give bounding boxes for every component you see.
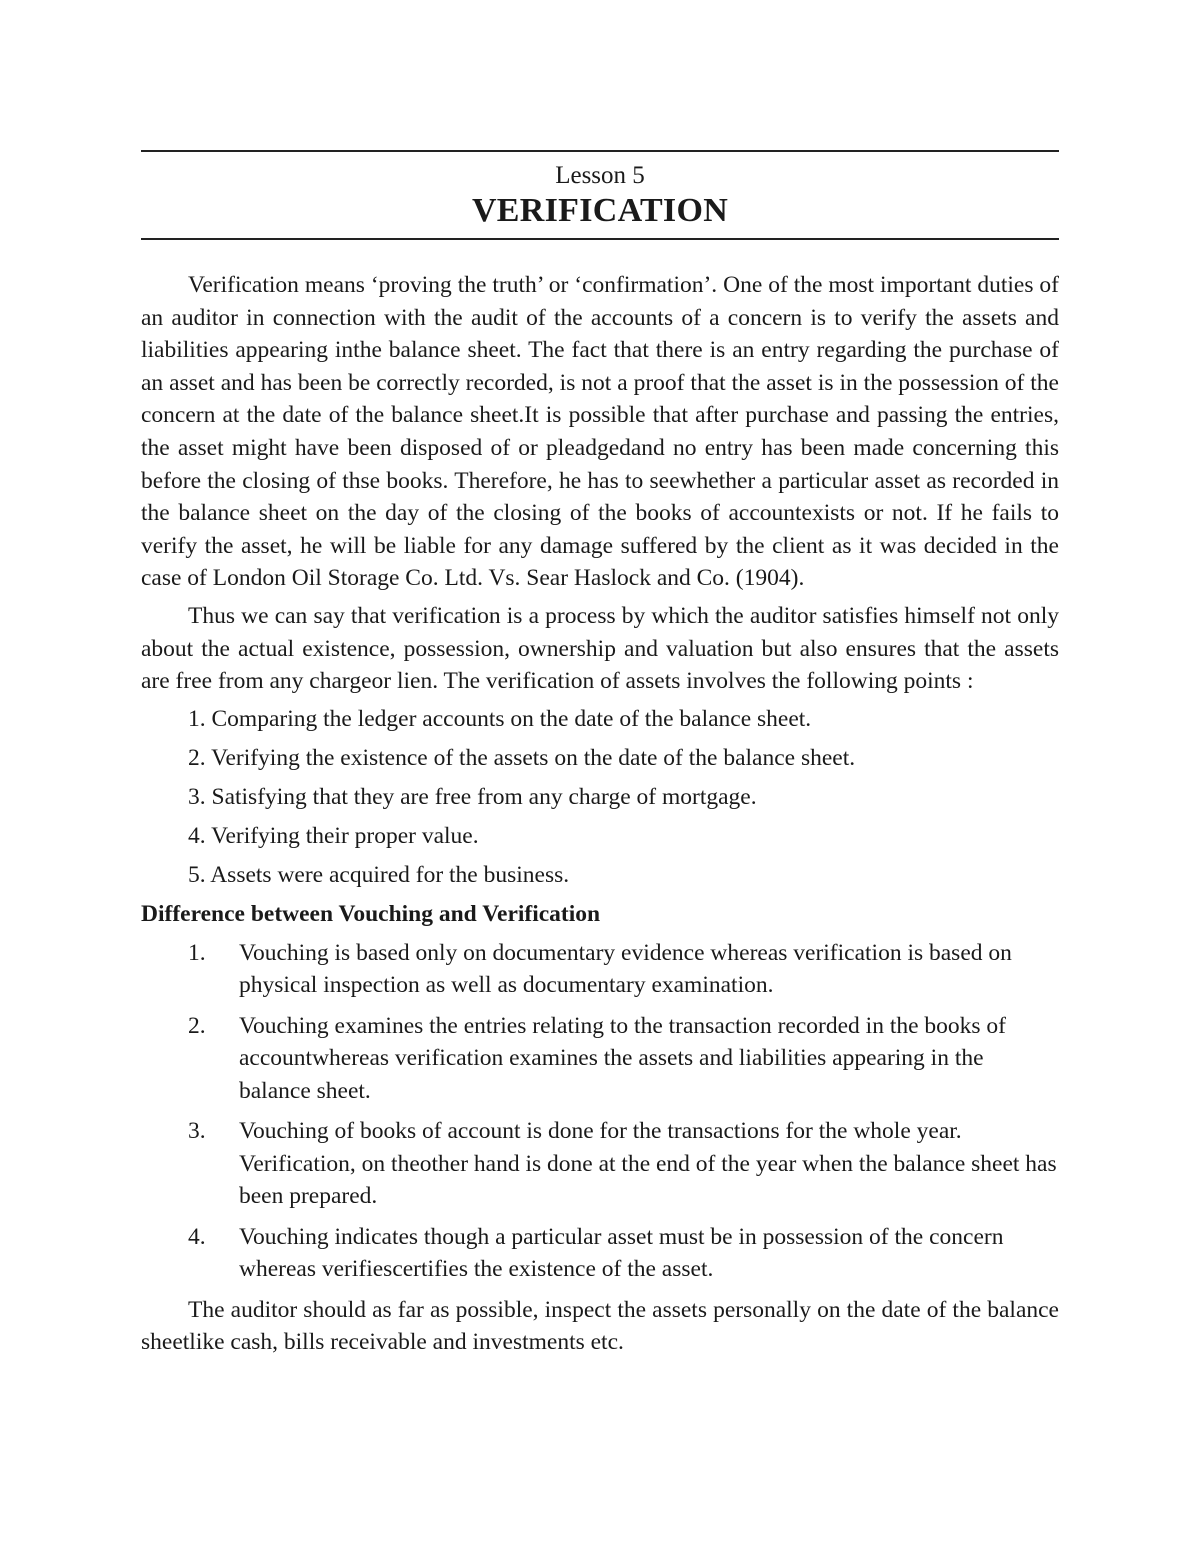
list-item xyxy=(141,1221,1059,1286)
item-text: Vouching is based only on documentary evidence whereas verification is based on physical inspection as well as documentary examination. xyxy=(239,939,1012,999)
list-item: 2. Verifying the existence of the assets on the date of the balance sheet. xyxy=(188,744,856,771)
closing-paragraph: The auditor should as far as possible, inspect the assets personally on the date of the balance sheetlike cash, bills receivable and investments etc. xyxy=(141,1296,1059,1356)
list-item: 4. Verifying their proper value. xyxy=(188,822,479,849)
item-text: Vouching of books of account is done for the transactions for the whole year. Verification, on theother hand is done at the end of the year when the balance sheet has been prepared. xyxy=(239,1118,1057,1210)
item-number: 2. xyxy=(188,1012,206,1039)
verification-points-list xyxy=(141,703,1059,891)
section-heading: Difference between Vouching and Verification xyxy=(141,900,601,927)
thus-paragraph: Thus we can say that verification is a process by which the auditor satisfies himself not only about the actual existence, possession, ownership and valuation but also ensures that the assets are free from any chargeor lien. The verification of assets involves the following points : xyxy=(141,602,1059,695)
list-item xyxy=(141,1010,1059,1108)
item-text: Vouching examines the entries relating to the transaction recorded in the books of accountwhereas verification examines the assets and liabilities appearing in the balance sheet. xyxy=(239,1012,1007,1104)
list-item xyxy=(141,1115,1059,1213)
list-item: 5. Assets were acquired for the business. xyxy=(188,861,570,888)
top-rule xyxy=(141,150,1059,152)
item-number: 3. xyxy=(188,1118,206,1145)
difference-list xyxy=(141,937,1059,1286)
item-number: 1. xyxy=(188,939,206,966)
lesson-number: Lesson 5 xyxy=(555,162,645,189)
list-item: 3. Satisfying that they are free from any charge of mortgage. xyxy=(188,783,757,810)
title-rule xyxy=(141,238,1059,240)
intro-paragraph: Verification means ‘proving the truth’ or ‘confirmation’. One of the most important duties of an auditor in connection with the audit of the accounts of a concern is to verify the assets and liabilities appearing inthe balance sheet. The fact that there is an entry regarding the purchase of an asset and has been be correctly recorded, is not a proof that the asset is in the possession of the concern at the date of the balance sheet.It is possible that after purchase and passing the entries, the asset might have been disposed of or pleadgedand no entry has been made concerning this before the closing of thse books. Therefore, he has to seewhether a particular asset as recorded in the balance sheet on the day of the closing of the books of accountexists or not. If he fails to verify the asset, he will be liable for any damage suffered by the client as it was decided in the case of London Oil Storage Co. Ltd. Vs. Sear Haslock and Co. (1904). xyxy=(141,272,1059,592)
list-item xyxy=(141,937,1059,1002)
item-number: 4. xyxy=(188,1223,206,1250)
page-title: VERIFICATION xyxy=(471,192,729,229)
list-item: 1. Comparing the ledger accounts on the date of the balance sheet. xyxy=(188,705,812,732)
document-page xyxy=(141,150,1059,1359)
item-text: Vouching indicates though a particular asset must be in possession of the concern whereas verifiescertifies the existence of the asset. xyxy=(239,1223,1004,1283)
